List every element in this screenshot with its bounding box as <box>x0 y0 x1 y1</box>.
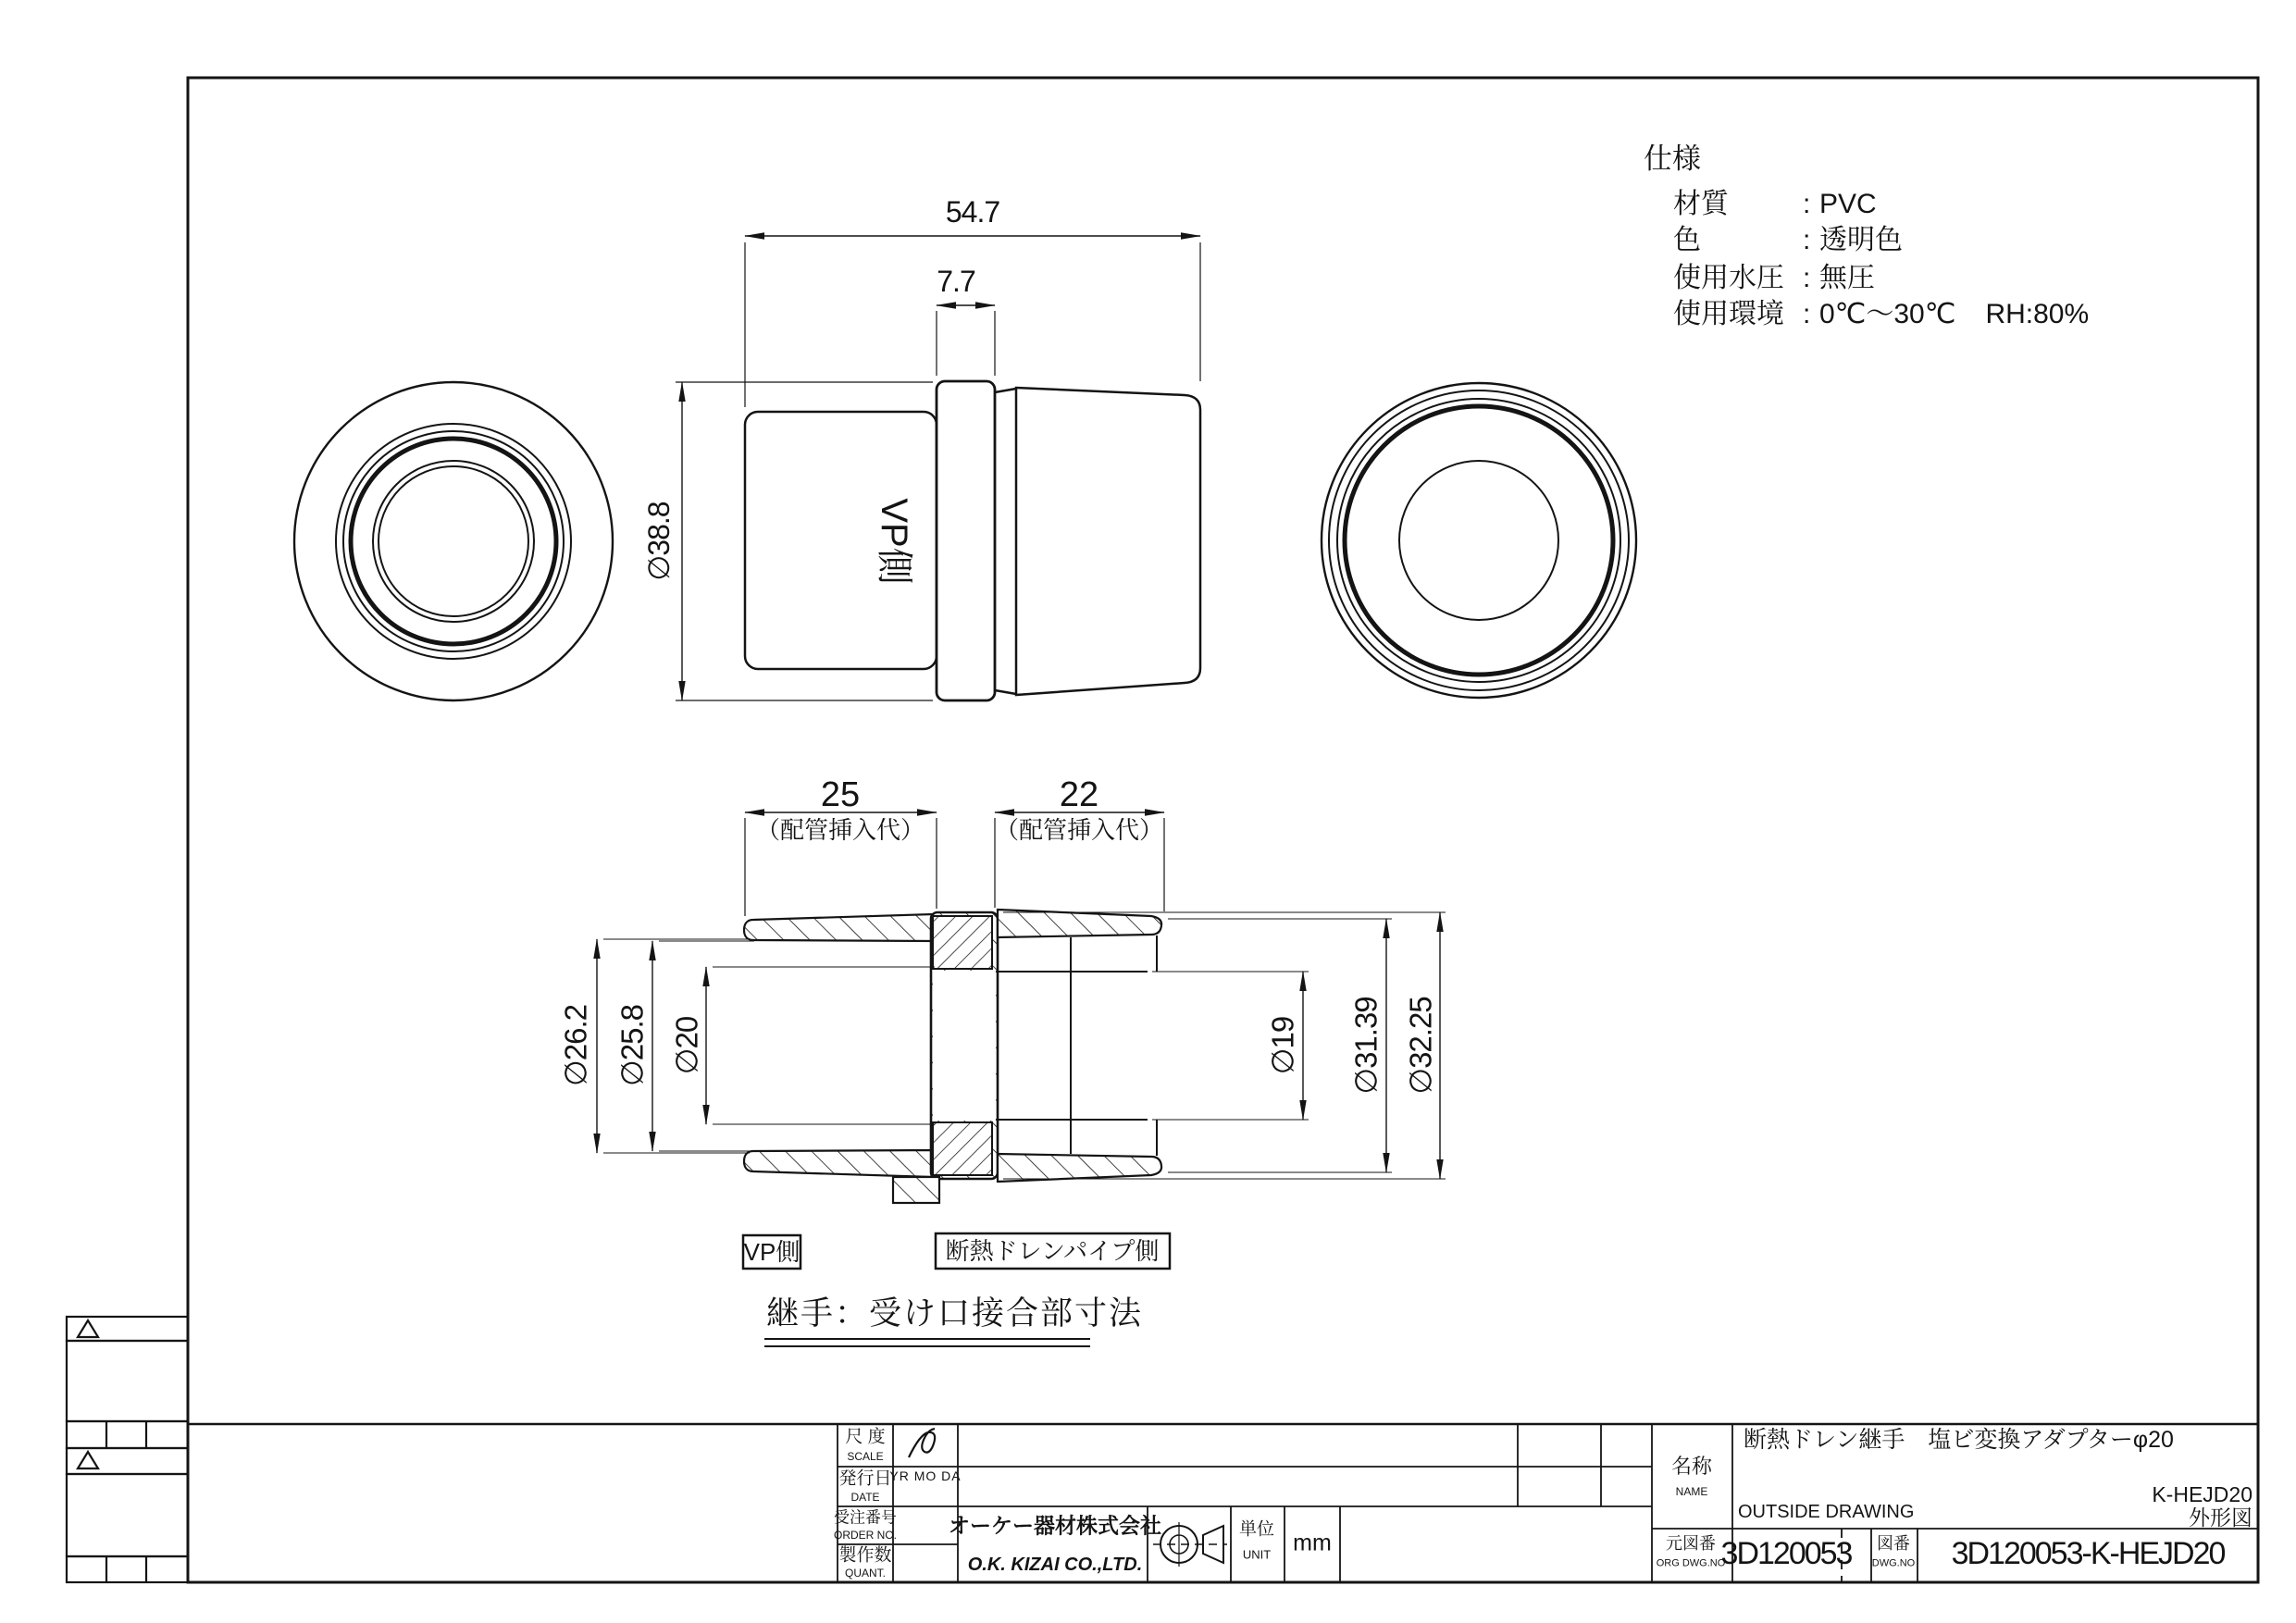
tb-quant-label-en: QUANT. <box>844 1567 887 1580</box>
dim-insert-left: 25 <box>820 775 861 814</box>
spec-title: 仕様 <box>1644 142 1701 175</box>
dim-dia-20: ∅20 <box>669 1016 704 1075</box>
tb-org-value: 3D120053 <box>1720 1536 1852 1571</box>
tb-name-sub: OUTSIDE DRAWING <box>1738 1502 1915 1522</box>
dim-dia-32-25: ∅32.25 <box>1403 997 1438 1095</box>
revision-triangle-icon <box>78 1320 98 1337</box>
spec-value-rh: RH:80% <box>1985 299 2090 329</box>
tb-name-label-en: NAME <box>1675 1485 1708 1498</box>
tb-scale-label-en: SCALE <box>847 1450 884 1463</box>
spec-row-color: 色 : 透明色 <box>1673 217 1903 257</box>
tb-company: オーケー器材株式会社 <box>949 1513 1161 1538</box>
tb-org-label: 元図番 <box>1666 1534 1716 1553</box>
dim-dia-25-8: ∅25.8 <box>614 1005 650 1086</box>
tb-name-label: 名称 <box>1670 1455 1713 1478</box>
tb-date-label-en: DATE <box>850 1491 880 1504</box>
spec-label: 使用環境 <box>1673 299 1784 329</box>
front-view-drain <box>1322 383 1636 698</box>
dim-dia-26-2: ∅26.2 <box>558 1005 593 1086</box>
tb-order-label-en: ORDER NO. <box>833 1529 898 1542</box>
revision-triangle-icon <box>78 1452 98 1468</box>
tb-dwg-label: 図番 <box>1877 1534 1910 1553</box>
dim-dia-19: ∅19 <box>1265 1016 1300 1075</box>
projection-symbol-icon <box>1153 1522 1227 1567</box>
tb-unit-value: mm <box>1293 1530 1332 1556</box>
tb-date-value: YR MO DA <box>889 1468 962 1483</box>
spec-value: 0℃〜30℃ <box>1819 299 1956 329</box>
tb-quant-label: 製作数 <box>838 1545 892 1566</box>
spec-label: 使用水圧 <box>1673 263 1784 293</box>
tb-company-en: O.K. KIZAI CO.,LTD. <box>967 1555 1143 1575</box>
tb-date-label: 発行日 <box>838 1468 892 1489</box>
tb-scale-label: 尺 度 <box>845 1427 886 1447</box>
dimensions-section <box>597 812 1446 1179</box>
revision-blocks <box>67 1317 188 1582</box>
spec-value: PVC <box>1819 189 1877 219</box>
tb-code-sub: 外形図 <box>2189 1505 2253 1530</box>
section-label-vp: VP側 <box>743 1238 800 1266</box>
tb-dwg-label-en: DWG.NO <box>1871 1557 1916 1569</box>
side-view-vp-label: VP側 <box>874 498 914 585</box>
dim-dia-31-39: ∅31.39 <box>1348 997 1384 1095</box>
section-view <box>744 910 1161 1203</box>
spec-value: 透明色 <box>1819 225 1903 255</box>
section-caption: 継手：受け口接合部寸法 <box>766 1295 1144 1332</box>
front-view-vp <box>294 382 613 700</box>
tb-order-label: 受注番号 <box>834 1508 897 1527</box>
spec-value: 無圧 <box>1819 263 1875 293</box>
spec-row-material: 材質 : PVC <box>1673 180 1877 221</box>
dim-insert-left-note: （配管挿入代） <box>755 816 925 844</box>
tb-name-value: 断熱ドレン継手 塩ビ変換アダプターφ20 <box>1744 1427 2174 1453</box>
spec-label: 材質 <box>1673 189 1729 219</box>
side-view <box>745 381 1200 700</box>
spec-row-pressure: 使用水圧 : 無圧 <box>1673 254 1875 295</box>
section-label-drain: 断熱ドレンパイプ側 <box>945 1237 1160 1265</box>
dim-collar-width: 7.7 <box>937 265 975 298</box>
tb-unit-label: 単位 <box>1238 1519 1275 1540</box>
tb-org-label-en: ORG DWG.NO <box>1656 1557 1726 1569</box>
dim-insert-right: 22 <box>1059 775 1099 814</box>
scale-mark-icon <box>909 1429 935 1457</box>
dim-overall-length: 54.7 <box>945 195 1000 229</box>
spec-row-environment: 使用環境 : 0℃〜30℃ RH:80% <box>1673 291 2089 331</box>
tb-unit-label-en: UNIT <box>1242 1547 1272 1562</box>
dim-outer-diameter: ∅38.8 <box>642 502 676 581</box>
tb-dwg-value: 3D120053-K-HEJD20 <box>1951 1536 2225 1571</box>
dim-insert-right-note: （配管挿入代） <box>994 816 1164 844</box>
tb-code: K-HEJD20 <box>2152 1482 2253 1506</box>
spec-label: 色 <box>1673 225 1701 255</box>
